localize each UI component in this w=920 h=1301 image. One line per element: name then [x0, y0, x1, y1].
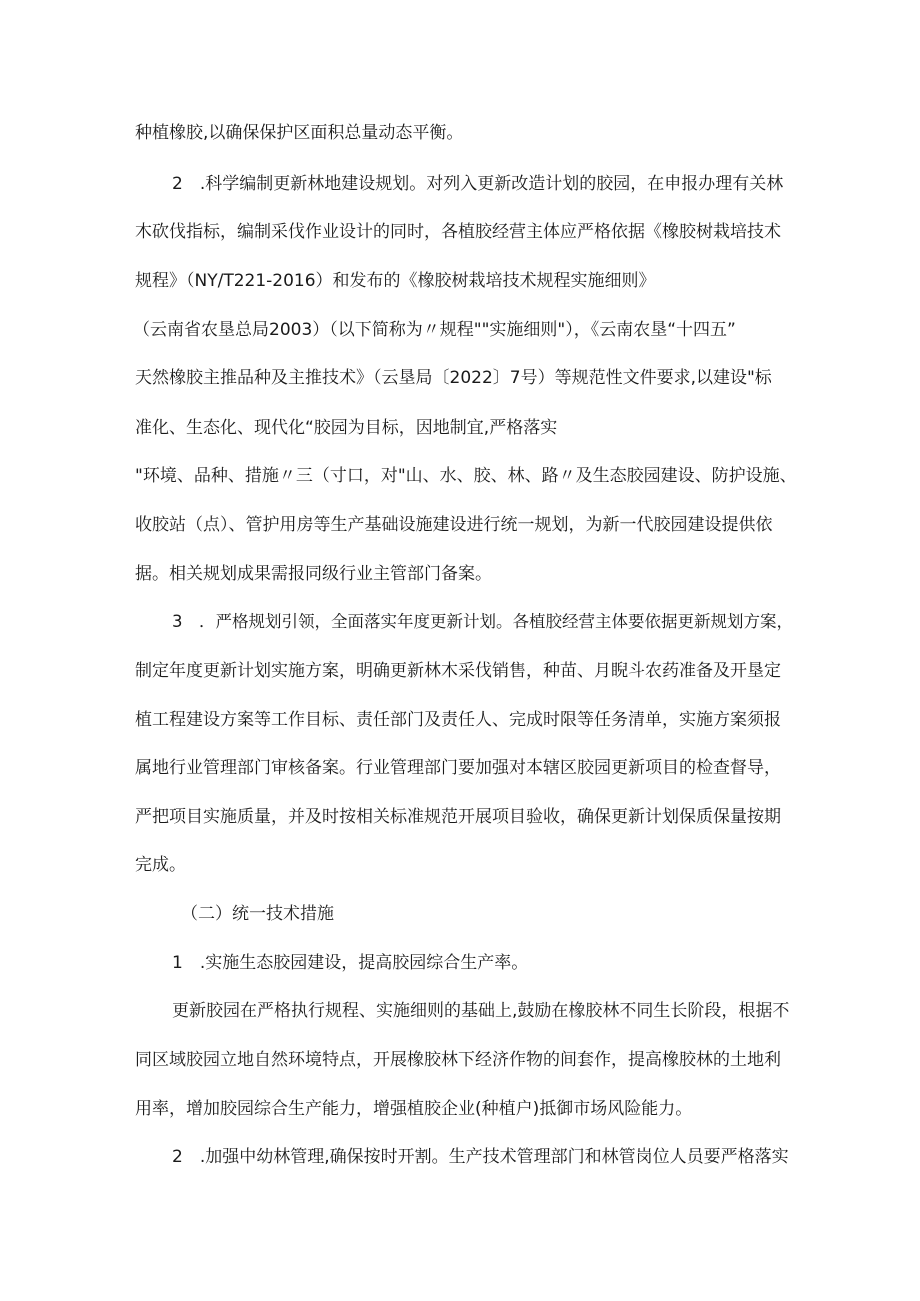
paragraph-line: 收胶站（点）、管护用房等生产基础设施建设进行统一规划，为新一代胶园建设提供依 [135, 515, 773, 535]
paragraph-line: 木砍伐指标，编制采伐作业设计的同时，各植胶经营主体应严格依据《橡胶树栽培技术 [135, 222, 781, 242]
paragraph-line: （云南省农垦总局2003）（以下简称为〃规程""实施细则"），《云南农垦“十四五” [133, 320, 736, 340]
paragraph-line: 规程》（NY/T221-2016）和发布的《橡胶树栽培技术规程实施细则》 [135, 271, 656, 291]
paragraph-line: 天然橡胶主推品种及主推技术》（云垦局〔2022〕7号）等规范性文件要求,以建设"标 [135, 368, 772, 388]
paragraph-line: 植工程建设方案等工作目标、责任部门及责任人、完成时限等任务清单，实施方案须报 [135, 710, 781, 730]
numbered-item-3-plan-guidance: 3 ．严格规划引领，全面落实年度更新计划。各植胶经营主体要依据更新规划方案， [172, 612, 793, 631]
paragraph-line: 准化、生态化、现代化“胶园为目标，因地制宜,严格落实 [135, 418, 558, 438]
numbered-item-2-planning: 2 .科学编制更新林地建设规划。对列入更新改造计划的胶园，在申报办理有关林 [172, 174, 784, 194]
paragraph-first-line: 更新胶园在严格执行规程、实施细则的基础上,鼓励在橡胶林不同生长阶段，根据不 [172, 1001, 790, 1021]
paragraph-line: 完成。 [135, 855, 186, 875]
paragraph-line: 据。相关规划成果需报同级行业主管部门备案。 [135, 564, 492, 584]
paragraph-line: 种植橡胶,以确保保护区面积总量动态平衡。 [135, 123, 464, 143]
section-heading: （二）统一技术措施 [181, 904, 334, 924]
paragraph-line: 严把项目实施质量，并及时按相关标准规范开展项目验收，确保更新计划保质保量按期 [135, 807, 781, 827]
numbered-item-1-eco-plantation: 1 .实施生态胶园建设，提高胶园综合生产率。 [172, 953, 529, 973]
paragraph-line: 制定年度更新计划实施方案，明确更新林木采伐销售，种苗、月睨斗农药准备及开垦定 [135, 661, 781, 681]
paragraph-line: 同区域胶园立地自然环境特点，开展橡胶林下经济作物的间套作，提高橡胶林的土地利 [135, 1050, 781, 1070]
numbered-item-2-young-forest: 2 .加强中幼林管理,确保按时开割。生产技术管理部门和林管岗位人员要严格落实 [172, 1147, 789, 1167]
paragraph-line: 属地行业管理部门审核备案。行业管理部门要加强对本辖区胶园更新项目的检查督导， [135, 758, 781, 778]
paragraph-line: 用率，增加胶园综合生产能力，增强植胶企业(种植户)抵御市场风险能力。 [135, 1099, 693, 1119]
paragraph-line: "环境、品种、措施〃三（寸口，对"山、水、胶、林、路〃及生态胶园建设、防护设施、 [135, 466, 797, 486]
